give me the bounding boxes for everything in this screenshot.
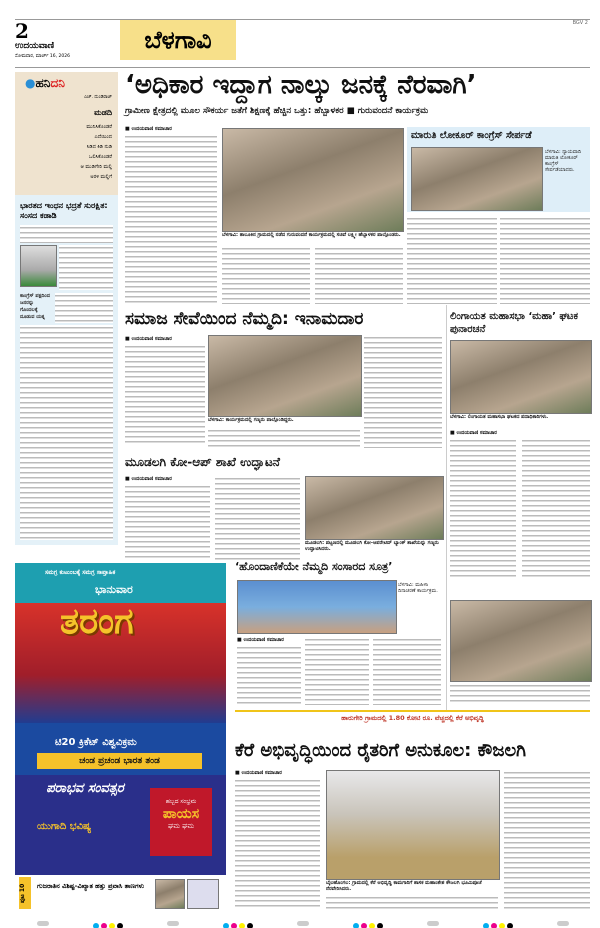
story4-headline: ಮೂಡಲಗಿ ಕೋ-ಆಪ್ ಶಾಖೆ ಉದ್ಘಾಟನೆ [125, 455, 280, 469]
ad-page-label: ಪುಟ 10 [19, 877, 31, 909]
story6-photo [326, 770, 500, 880]
ad-festival-main: ಪಾಯಸ [162, 806, 200, 822]
ad-brand-logo: ತರಂಗ [60, 601, 134, 642]
page-code: BGV 2 [572, 20, 588, 26]
story4-byline: ■ ಉದಯವಾಣಿ ಸಮಾಚಾರ [125, 476, 172, 482]
poem-line: ಮುನಿಸಿಕೊಂಡರೆ [86, 124, 112, 130]
body-text [364, 335, 442, 448]
brief-photo [411, 147, 543, 211]
column-rule [446, 305, 447, 710]
body-text [450, 683, 590, 705]
body-text [450, 438, 516, 578]
story2-headline: ಸಮಾಜ ಸೇವೆಯಿಂದ ನೆಮ್ಮದಿ: ಇನಾಮದಾರ [125, 309, 364, 329]
story3-caption: ಬೆಳಗಾವಿ: ಲಿಂಗಾಯತ ಮಹಾಸಭಾ ಘಟಕದ ಪದಾಧಿಕಾರಿಗಳು. [450, 414, 549, 420]
ad-cricket-title: ಟಿ20 ಕ್ರಿಕೆಟ್ ವಿಶ್ವವಿಕ್ರಮ [55, 737, 137, 748]
ad-festival-sub: ಘಮ ಘಮ [167, 822, 195, 830]
story5-photo [237, 580, 397, 634]
kicker-line [235, 710, 590, 712]
drop-icon: ● [25, 76, 36, 90]
registration-marks [15, 914, 590, 928]
body-text [522, 438, 590, 578]
body-text [305, 637, 369, 705]
paper-logo: ಉದಯವಾಣಿ [15, 41, 55, 51]
hani-dani-column [15, 72, 118, 195]
poem-line: ಆ ಮುಡಿಗೇರಿ ಮಲ್ಲಿ [80, 164, 112, 170]
sidebar-story [15, 195, 118, 545]
poem-title: ಮಡದಿ [94, 108, 112, 117]
body-text [55, 293, 113, 323]
story2-caption: ಬೆಳಗಾವಿ: ಕಾರ್ಯಕ್ರಮದಲ್ಲಿ ಗಣ್ಯರು ಪಾಲ್ಗೊಂಡಿದ್ದರು. [208, 417, 294, 423]
story6-caption: ಬೈಲಹೊಂಗಲ: ಗ್ರಾಮದಲ್ಲಿ ಕೆರೆ ಅಭಿವೃದ್ಧಿ ಕಾಮಗಾರಿಗೆ ಶಾಸಕ ಮಹಾಂತೇಶ ಕೌಜಲಗಿ ಭೂಮಿಪೂಜೆ ನೆರವೇರಿಸಿದರು. [326, 880, 482, 892]
brief-caption: ಬೆಳಗಾವಿ: ನ್ಯಾಯವಾದಿ ಮಾರುತಿ ಲೋಕೂರ್ ಕಾಂಗ್ರೆಸ್ ಸೇರ್ಪಡೆಯಾದರು. [545, 149, 582, 173]
body-text [215, 476, 300, 561]
column-title-a: ಹನಿ [35, 76, 51, 90]
poem-line: ಒಲಿಸಿಕೊಂಡರೆ [88, 154, 112, 160]
sidebar-story-headline: ಭಾರತದ ಇಂಧನ ಭದ್ರತೆ ಸುರಕ್ಷಿತ: ಸಂಸದ ಕಡಾಡಿ [20, 201, 108, 220]
story2-byline: ■ ಉದಯವಾಣಿ ಸಮಾಚಾರ [125, 336, 172, 342]
ad-tagline: ಸಮಗ್ರ ಕುಟುಂಬಕ್ಕೆ ಸಮಗ್ರ ಸಾಪ್ತಾಹಿಕ [45, 569, 116, 576]
story4-caption: ಮೂಡಲಗಿ: ಪಟ್ಟಣದಲ್ಲಿ ಮೂಡಲಗಿ ಕೋ-ಆಪರೇಟಿವ್ ಬ್ಯಾಂಕ್ ಶಾಖೆಯನ್ನು ಗಣ್ಯರು ಉದ್ಘಾಟಿಸಿದರು. [305, 540, 439, 552]
masthead-rule [15, 67, 590, 68]
ad-travel: ಗುಜರಾತಿನ ವಿಶಿಷ್ಟ-ವಿಖ್ಯಾತ ಹತ್ತು ಪ್ರವಾಸಿ ತಾಣಗಳು [37, 882, 145, 890]
body-text [504, 770, 590, 910]
story6-byline: ■ ಉದಯವಾಣಿ ಸಮಾಚಾರ [235, 770, 282, 776]
body-text [208, 428, 360, 448]
body-text [20, 225, 113, 243]
story5-caption: ಬೆಳಗಾವಿ: ಮಹಿಳಾ ದಿನಾಚರಣೆ ಕಾರ್ಯಕ್ರಮ. [398, 582, 438, 594]
ad-year-name: ಪರಾಭವ ಸಂವತ್ಸರ [46, 781, 124, 796]
edition-name: ಬೆಳಗಾವಿ [120, 20, 236, 60]
page-number: 2 [15, 19, 29, 43]
body-text [315, 246, 403, 304]
ad-festival-box [150, 788, 212, 856]
story5b-photo [450, 600, 592, 682]
story4-photo [305, 476, 444, 540]
taranga-ad[interactable] [15, 563, 226, 911]
body-text [20, 325, 113, 540]
ad-festival-top: ಹಬ್ಬದ ಸಂಭ್ರಮ [165, 798, 197, 805]
story5-headline: ‘ಹೊಂದಾಣಿಕೆಯೇ ನೆಮ್ಮದಿ ಸಂಸಾರದ ಸೂತ್ರ’ [235, 560, 393, 573]
issue-date: ಸೋಮವಾರ, ಮಾರ್ಚ್ 16, 2026 [15, 54, 70, 59]
ad-statue-photo [155, 879, 185, 909]
lead-subheadline: ಗ್ರಾಮೀಣ ಕ್ಷೇತ್ರದಲ್ಲಿ ಮೂಲ ಸೌಕರ್ಯ ಜತೆಗೆ ಶಿಕ್ಷಣಕ್ಕೆ ಹೆಚ್ಚಿನ ಒತ್ತು: ಹೆಬ್ಬಾಳಕರ ■ ಗುರುವಂದನೆ ಕಾರ್ಯಕ್ರಮ [125, 106, 429, 116]
body-text [235, 778, 320, 908]
body-text [125, 484, 210, 561]
brief-lokur [407, 127, 590, 212]
lead-headline: ‘ಅಧಿಕಾರ ಇದ್ದಾಗ ನಾಲ್ಕು ಜನಕ್ಕೆ ನೆರವಾಗಿ’ [125, 70, 477, 100]
ad-camel-photo [187, 879, 219, 909]
poem-line: ಸಿಡಿದ ಕಿಡಿ ನುಡಿ [86, 144, 112, 150]
lead-photo [222, 128, 404, 232]
column-author: ಎಚ್. ದುಂಡಿರಾಜ್ [84, 95, 112, 100]
body-text [125, 134, 217, 304]
story2-photo [208, 335, 362, 417]
body-text [59, 245, 113, 290]
brief-headline: ಮಾರುತಿ ಲೋಕೂರ್ ಕಾಂಗ್ರೆಸ್ ಸೇರ್ಪಡೆ [411, 130, 532, 141]
top-rule [15, 19, 590, 20]
body-text [125, 344, 205, 444]
body-text [373, 637, 441, 705]
story6-kicker: ಹಾರುಗೇರಿ ಗ್ರಾಮದಲ್ಲಿ 1.80 ಕೋಟಿ ರೂ. ವೆಚ್ಚದಲ್ಲಿ ಕೆರೆ ಅಭಿವೃದ್ಧಿ [341, 714, 484, 722]
poem-body [81, 122, 113, 182]
column-title-b: ದನಿ [50, 76, 65, 90]
body-text [237, 645, 301, 705]
body-text [407, 216, 497, 304]
story3-photo [450, 340, 592, 414]
ad-day: ಭಾನುವಾರ [95, 583, 133, 596]
story6-headline: ಕೆರೆ ಅಭಿವೃದ್ಧಿಯಿಂದ ರೈತರಿಗೆ ಅನುಕೂಲ: ಕೌಜಲಗಿ [235, 740, 526, 761]
body-text [500, 216, 590, 304]
ad-horoscope: ಯುಗಾದಿ ಭವಿಷ್ಯ [37, 821, 92, 832]
story3-headline: ಲಿಂಗಾಯತ ಮಹಾಸಭಾ ‘ಮಹಾ’ ಘಟಕ ಪುನಾರಚನೆ [450, 311, 578, 335]
body-text [326, 895, 498, 910]
lead-byline: ■ ಉದಯವಾಣಿ ಸಮಾಚಾರ [125, 126, 172, 132]
body-text [222, 246, 310, 304]
poem-line: ಎದೆಯಿಂದ [94, 134, 112, 140]
story3-byline: ■ ಉದಯವಾಣಿ ಸಮಾಚಾರ [450, 430, 497, 436]
pullquote: ಕಾಂಗ್ರೆಸ್ ಪಕ್ಷದಿಂದ ಜನರನ್ನು ಗೊಂದಲಕ್ಕೆ ದೂಡುವ ಯತ್ನ [20, 293, 50, 320]
story5-byline: ■ ಉದಯವಾಣಿ ಸಮಾಚಾರ [237, 637, 284, 643]
lead-caption: ಬೆಳಗಾವಿ: ತಾಲೂಕಿನ ಗ್ರಾಮದಲ್ಲಿ ನಡೆದ ಗುರುವಂದನೆ ಕಾರ್ಯಕ್ರಮದಲ್ಲಿ ಸಚಿವೆ ಲಕ್ಷ್ಮೀ ಹೆಬ್ಬಾಳಕರ ಪಾಲ್ಗೊಂಡರು. [222, 232, 401, 238]
ad-cricket-sub: ಚಂಡ ಪ್ರಚಂಡ ಭಾರತ ತಂಡ [37, 753, 202, 769]
poem-line: ಅರಳಿ ಮಲ್ಲಿಗೆ [90, 174, 112, 180]
mp-portrait [20, 245, 57, 287]
